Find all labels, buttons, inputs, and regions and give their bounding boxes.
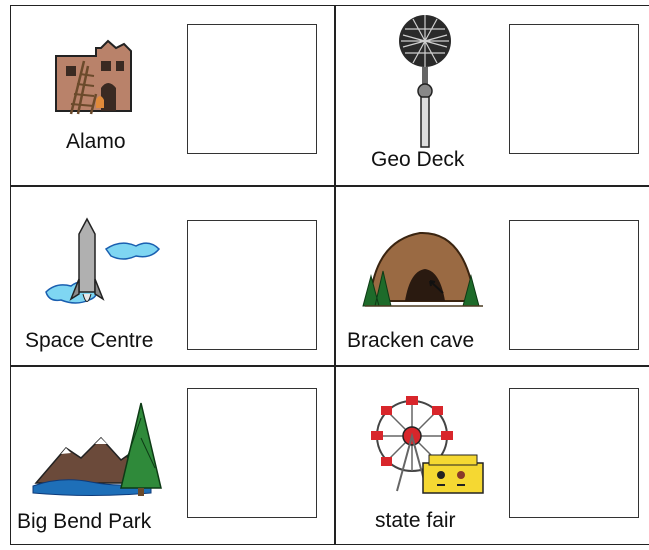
answer-box[interactable] xyxy=(509,24,639,154)
card-bracken-cave xyxy=(335,186,649,366)
answer-box[interactable] xyxy=(187,24,317,154)
answer-box[interactable] xyxy=(187,220,317,350)
rocket-icon xyxy=(41,214,166,314)
card-label: state fair xyxy=(375,509,456,532)
card-label: Geo Deck xyxy=(371,148,465,171)
activity-grid xyxy=(10,5,649,545)
ferris-wheel-icon xyxy=(357,391,487,496)
answer-box[interactable] xyxy=(187,388,317,518)
answer-box[interactable] xyxy=(509,388,639,518)
card-alamo xyxy=(11,6,334,186)
card-label: Space Centre xyxy=(25,329,154,352)
cave-icon xyxy=(355,221,490,316)
card-geo-deck xyxy=(335,6,649,186)
card-label: Alamo xyxy=(66,130,126,153)
card-space-centre xyxy=(11,186,334,366)
card-label: Bracken cave xyxy=(347,329,475,352)
card-state-fair xyxy=(335,366,649,546)
card-label: Big Bend Park xyxy=(17,510,152,533)
mountain-park-icon xyxy=(31,398,171,498)
tower-icon xyxy=(395,11,455,151)
alamo-icon xyxy=(46,26,136,116)
card-big-bend-park xyxy=(11,366,334,546)
answer-box[interactable] xyxy=(509,220,639,350)
